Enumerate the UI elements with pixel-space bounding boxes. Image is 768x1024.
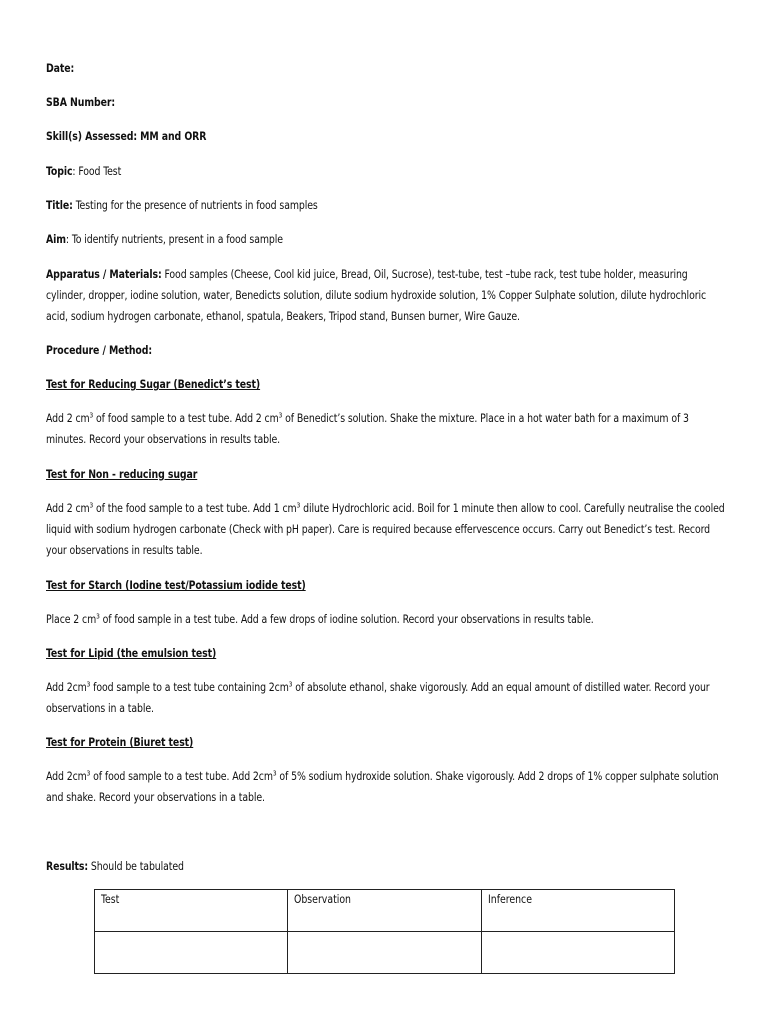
topic-value: : Food Test — [72, 165, 122, 178]
title-value: Testing for the presence of nutrients in food samples — [72, 199, 318, 212]
table-header-cell: Observation — [288, 890, 481, 932]
test-heading-lipid: Test for Lipid (the emulsion test) — [46, 647, 217, 660]
topic-label: Topic — [46, 165, 73, 178]
table-row — [95, 932, 675, 974]
test-heading-reducing-sugar: Test for Reducing Sugar (Benedict’s test) — [46, 378, 261, 391]
table-header-cell: Inference — [481, 890, 674, 932]
test-body-protein: Add $2cm^3$ of food sample to a test tube. Add $2cm^3$ of 5% sodium hydroxide solution. Shake vigorously. Add 2 drops of 1% copper sulphate solution and shake. Record your observations in a table. — [46, 769, 719, 804]
results-label: Results: — [46, 860, 89, 873]
table-cell[interactable] — [481, 932, 674, 974]
aim-line — [46, 229, 678, 250]
test-body-lipid: Add $2cm^3$ food sample to a test tube containing $2cm^3$ of absolute ethanol, shake vigorously. Add an equal amount of distilled water. Record your observations in a table. — [46, 680, 710, 715]
table-header-row — [95, 890, 675, 932]
results-table — [94, 889, 675, 974]
title-line — [46, 195, 678, 216]
aim-label: Aim — [46, 233, 66, 246]
apparatus-value: Food samples (Cheese, Cool kid juice, Bread, Oil, Sucrose), test-tube, test –tube rack, test tube holder, measuring cylinder, dropper, iodine solution, water, Benedicts solution, dilute sodium hydroxide solution, 1% Copper Sulphate solution, dilute hydrochloric acid, sodium hydrogen carbonate, ethanol, spatula, Beakers, Tripod stand, Bunsen burner, Wire Gauze. — [46, 268, 707, 323]
test-body-reducing-sugar: Add 2 $cm^3$ of food sample to a test tube. Add 2 $cm^3$ of Benedict’s solution. Shake the mixture. Place in a hot water bath for a maximum of 3 minutes. Record your observations in results table. — [46, 411, 689, 446]
date-label: Date: — [46, 62, 75, 75]
skills-assessed-label: Skill(s) Assessed: MM and ORR — [46, 130, 207, 143]
apparatus-label: Apparatus / Materials: — [46, 268, 162, 281]
procedure-label: Procedure / Method: — [46, 344, 152, 357]
aim-value: : To identify nutrients, present in a food sample — [65, 233, 283, 246]
apparatus-paragraph — [46, 264, 726, 327]
test-heading-starch: Test for Starch (Iodine test/Potassium iodide test) — [46, 579, 306, 592]
table-header-cell: Test — [95, 890, 288, 932]
test-heading-protein: Test for Protein (Biuret test) — [46, 736, 194, 749]
test-body-starch: Place 2 $cm^3$ of food sample in a test tube. Add a few drops of iodine solution. Record your observations in results table. — [46, 612, 594, 626]
title-label: Title: — [46, 199, 73, 212]
results-value: Should be tabulated — [88, 860, 184, 873]
test-heading-non-reducing-sugar: Test for Non - reducing sugar — [46, 468, 198, 481]
sba-number-label: SBA Number: — [46, 96, 116, 109]
table-cell[interactable] — [288, 932, 481, 974]
table-cell[interactable] — [95, 932, 288, 974]
results-line — [46, 856, 678, 877]
test-body-non-reducing-sugar: Add 2 $cm^3$ of the food sample to a test tube. Add 1 $cm^3$ dilute Hydrochloric acid. Boil for 1 minute then allow to cool. Carefully neutralise the cooled liquid with sodium hydrogen carbonate (Check with pH paper). Care is required because effervescence occurs. Carry out Benedict’s test. Record your observations in results table. — [46, 501, 725, 557]
topic-line — [46, 161, 678, 182]
